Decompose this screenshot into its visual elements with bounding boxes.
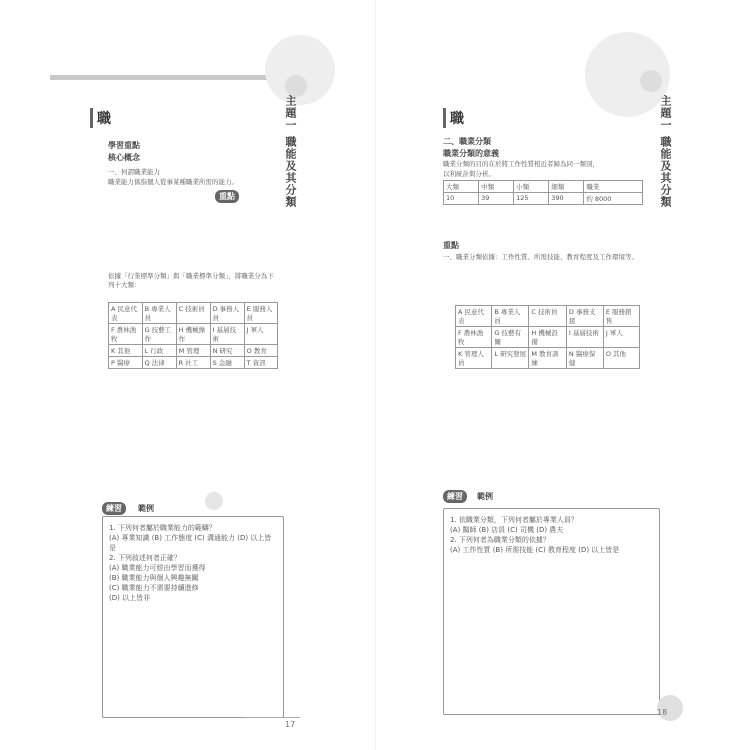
practice-line: 2. 下列敘述何者正確？ <box>109 554 181 562</box>
intro-line-2: 以利統計與分析。 <box>443 170 495 178</box>
intro-line-1: 職業分類的目的在於將工作性質相近者歸為同一類別， <box>443 160 599 168</box>
table-cell: C 技術員 <box>529 306 567 327</box>
right-page <box>395 40 725 730</box>
category-table <box>455 305 640 369</box>
table-cell: C 技術員 <box>176 303 210 324</box>
practice-box <box>102 516 284 718</box>
table-row <box>456 327 640 348</box>
table-cell: G 技藝工作 <box>142 324 176 345</box>
practice-line: (D) 以上皆非 <box>109 594 151 602</box>
table-cell: L 研究發展 <box>492 348 529 369</box>
table-cell: I 基層技術 <box>566 327 603 348</box>
decorative-dot <box>640 70 662 92</box>
table-cell: 小類 <box>514 181 549 193</box>
subtitle-a: 學習重點 <box>108 141 140 150</box>
table-row <box>444 193 643 205</box>
practice-tag: 練習 <box>102 502 126 515</box>
practice-line: (A) 工作性質 (B) 所需技能 (C) 教育程度 (D) 以上皆是 <box>450 546 620 554</box>
table-cell: D 事務人員 <box>210 303 244 324</box>
table-cell: I 基層技術 <box>210 324 244 345</box>
table-cell: 職業 <box>584 181 643 193</box>
table-cell: R 社工 <box>176 357 210 369</box>
practice-line: (A) 專業知識 (B) 工作態度 (C) 溝通能力 (D) 以上皆是 <box>109 534 272 552</box>
chapter-vertical-title: 主題一 職能及其分類 <box>284 95 297 208</box>
chapter-vertical-title: 主題一 職能及其分類 <box>659 95 672 208</box>
practice-title: 範例 <box>138 504 154 513</box>
subtitle-b: 核心概念 <box>108 153 140 162</box>
key-point-label: 重點 <box>443 241 459 250</box>
practice-tag: 練習 <box>443 490 467 503</box>
table-cell: K 管理人員 <box>456 348 492 369</box>
table-cell: A 民意代表 <box>109 303 143 324</box>
intro-line-a: 一、何謂職業能力 <box>108 168 160 176</box>
table-cell: J 軍人 <box>244 324 277 345</box>
table-cell: F 農林漁牧 <box>456 327 492 348</box>
header-rule <box>50 75 300 80</box>
table-cell: B 專業人員 <box>492 306 529 327</box>
practice-line: (C) 職業能力不需要持續進修 <box>109 584 199 592</box>
intro-line-b: 職業能力係指個人從事某種職業所需的能力。 <box>108 178 238 186</box>
practice-line: (B) 職業能力與個人興趣無關 <box>109 574 199 582</box>
table-cell: 細類 <box>549 181 584 193</box>
left-page <box>20 40 350 730</box>
page-gutter <box>375 0 376 750</box>
practice-line: 1. 下列何者屬於職業能力的範疇？ <box>109 524 216 532</box>
table-cell: A 民意代表 <box>456 306 492 327</box>
table-cell: N 研究 <box>210 345 244 357</box>
decorative-dot <box>285 75 307 97</box>
table-cell: 中類 <box>479 181 514 193</box>
table-row <box>109 324 278 345</box>
table-cell: Q 法律 <box>142 357 176 369</box>
table-row <box>444 181 643 193</box>
practice-title: 範例 <box>477 492 493 501</box>
paragraph: 依據「行業標準分類」與「職業標準分類」，將職業分為下列十大類： <box>108 272 274 289</box>
table-cell: 39 <box>479 193 514 205</box>
table-row <box>109 345 278 357</box>
table-cell: 125 <box>514 193 549 205</box>
table-cell: J 軍人 <box>603 327 639 348</box>
table-cell: O 教育 <box>244 345 277 357</box>
table-cell: H 機械操作 <box>176 324 210 345</box>
table-cell: B 專業人員 <box>142 303 176 324</box>
practice-line: 2. 下列何者為職業分類的依據？ <box>450 536 550 544</box>
table-cell: N 醫療保健 <box>566 348 603 369</box>
table-cell: 10 <box>444 193 479 205</box>
table-cell: F 農林漁牧 <box>109 324 143 345</box>
practice-box <box>443 508 660 715</box>
page-number: 17 <box>285 720 296 729</box>
practice-line: 1. 依職業分類，下列何者屬於專業人員？ <box>450 516 578 524</box>
footer-rule <box>245 717 300 718</box>
table-row <box>456 306 640 327</box>
table-cell: G 技藝有關 <box>492 327 529 348</box>
practice-line: (A) 職業能力可經由學習而獲得 <box>109 564 206 572</box>
category-table <box>108 302 278 369</box>
practice-line: (A) 醫師 (B) 店員 (C) 司機 (D) 農夫 <box>450 526 564 534</box>
table-cell: H 機械設備 <box>529 327 567 348</box>
table-cell: P 醫療 <box>109 357 143 369</box>
paragraph: 一、職業分類依據：工作性質、所需技能、教育程度及工作環境等。 <box>443 253 638 261</box>
table-cell: L 行政 <box>142 345 176 357</box>
table-cell: S 金融 <box>210 357 244 369</box>
table-cell: E 服務人員 <box>244 303 277 324</box>
table-cell: 約 8000 <box>584 193 643 205</box>
table-cell: K 其他 <box>109 345 143 357</box>
page-number: 18 <box>657 708 668 717</box>
table-cell: T 資訊 <box>244 357 277 369</box>
header-b: 職業分類的意義 <box>443 149 499 158</box>
table-row <box>109 357 278 369</box>
table-cell: E 服務銷售 <box>603 306 639 327</box>
header-a: 二、職業分類 <box>443 137 491 146</box>
key-point-badge: 重點 <box>215 190 239 203</box>
table-cell: M 管理 <box>176 345 210 357</box>
table-cell: O 其他 <box>603 348 639 369</box>
section-label: 職 <box>443 108 464 128</box>
table-cell: D 事務支援 <box>566 306 603 327</box>
table-cell: M 教育訓練 <box>529 348 567 369</box>
table-row <box>109 303 278 324</box>
table-cell: 大類 <box>444 181 479 193</box>
decorative-dot <box>205 492 223 510</box>
table-cell: 390 <box>549 193 584 205</box>
section-label: 職 <box>90 108 111 128</box>
table-row <box>456 348 640 369</box>
summary-table <box>443 180 643 205</box>
